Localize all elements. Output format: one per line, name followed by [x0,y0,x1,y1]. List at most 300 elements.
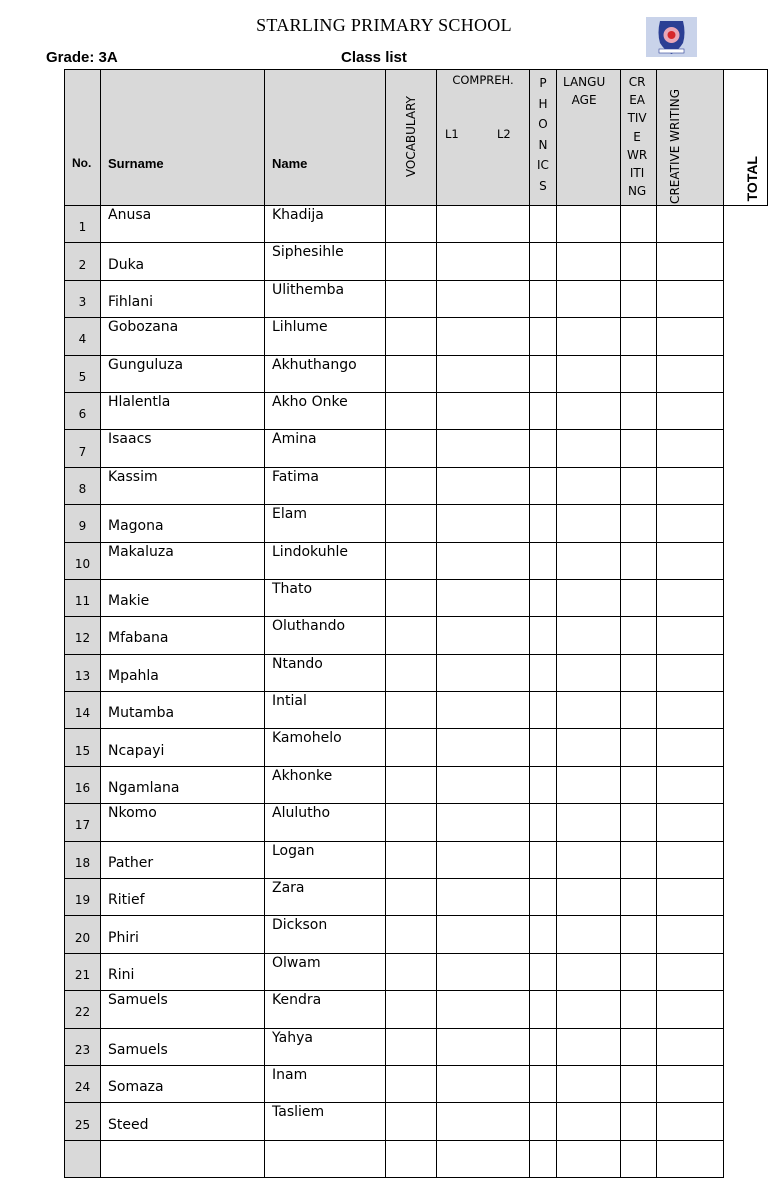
comprehension-cell[interactable] [437,1065,530,1102]
comprehension-cell[interactable] [437,430,530,467]
creative-cell[interactable] [621,392,657,429]
phonics-cell[interactable] [530,617,557,654]
vocabulary-cell[interactable] [386,579,437,616]
row-number: 9 [65,505,101,542]
language-cell[interactable] [557,505,621,542]
vocabulary-cell[interactable] [386,243,437,280]
phonics-cell[interactable] [530,766,557,803]
comprehension-cell[interactable] [437,841,530,878]
comprehension-cell[interactable] [437,766,530,803]
name-cell: Akhonke [265,766,386,803]
language-cell[interactable] [557,841,621,878]
language-cell[interactable] [557,729,621,766]
vocabulary-cell[interactable] [386,430,437,467]
row-number: 13 [65,654,101,691]
row-number: 23 [65,1028,101,1065]
creative-cell[interactable] [621,692,657,729]
row-number: 21 [65,953,101,990]
total-cell [724,729,768,766]
language-cell[interactable] [557,1103,621,1140]
total-cell [724,467,768,504]
language-cell[interactable] [557,392,621,429]
vocabulary-cell[interactable] [386,1103,437,1140]
surname-cell: Ritief [101,879,265,916]
creative-writing-cell[interactable] [657,991,724,1028]
total-cell [724,280,768,317]
vocabulary-cell[interactable] [386,953,437,990]
class-list-table [64,69,768,1178]
comprehension-cell[interactable] [437,579,530,616]
surname-cell: Steed [101,1103,265,1140]
creative-cell[interactable] [621,542,657,579]
surname-cell: Ngamlana [101,766,265,803]
table-row [65,1103,768,1140]
col-header-no: No. [65,70,101,206]
creative-writing-cell[interactable] [657,1140,724,1177]
phonics-cell[interactable] [530,579,557,616]
surname-cell: Pather [101,841,265,878]
school-name: STARLING PRIMARY SCHOOL [256,15,512,35]
creative-writing-cell[interactable] [657,467,724,504]
vocabulary-cell[interactable] [386,1065,437,1102]
grade-label: Grade: 3A [46,49,118,66]
creative-cell[interactable] [621,804,657,841]
table-row [65,542,768,579]
creative-writing-cell[interactable] [657,692,724,729]
table-row [65,841,768,878]
name-cell [265,1140,386,1177]
total-cell [724,1140,768,1177]
phonics-cell[interactable] [530,355,557,392]
comprehension-cell[interactable] [437,916,530,953]
name-cell: Intial [265,692,386,729]
comprehension-cell[interactable] [437,392,530,429]
surname-cell: Rini [101,953,265,990]
surname-cell: Somaza [101,1065,265,1102]
vocabulary-cell[interactable] [386,766,437,803]
row-number: 22 [65,991,101,1028]
total-cell [724,579,768,616]
vocabulary-cell[interactable] [386,392,437,429]
vocabulary-cell[interactable] [386,654,437,691]
col-header-surname: Surname [101,70,265,206]
surname-cell [101,1140,265,1177]
total-cell [724,879,768,916]
vocabulary-cell[interactable] [386,505,437,542]
total-cell [724,243,768,280]
table-row [65,916,768,953]
row-number: 24 [65,1065,101,1102]
vocabulary-cell[interactable] [386,280,437,317]
name-cell: Yahya [265,1028,386,1065]
comprehension-cell[interactable] [437,467,530,504]
comprehension-cell[interactable] [437,542,530,579]
vocabulary-cell[interactable] [386,1140,437,1177]
comprehension-cell[interactable] [437,355,530,392]
total-cell [724,206,768,243]
creative-writing-cell[interactable] [657,617,724,654]
total-cell [724,430,768,467]
creative-writing-cell[interactable] [657,916,724,953]
comprehension-cell[interactable] [437,879,530,916]
creative-writing-cell[interactable] [657,1065,724,1102]
phonics-cell[interactable] [530,206,557,243]
name-cell: Thato [265,579,386,616]
phonics-cell[interactable] [530,654,557,691]
comprehension-cell[interactable] [437,1140,530,1177]
surname-cell: Mutamba [101,692,265,729]
table-row [65,318,768,355]
row-number: 7 [65,430,101,467]
name-cell: Ulithemba [265,280,386,317]
vocabulary-cell[interactable] [386,206,437,243]
total-cell [724,1103,768,1140]
vocabulary-cell[interactable] [386,318,437,355]
comprehension-cell[interactable] [437,729,530,766]
surname-cell: Fihlani [101,280,265,317]
table-row [65,430,768,467]
name-cell: Kamohelo [265,729,386,766]
total-cell [724,766,768,803]
table-row [65,579,768,616]
phonics-cell[interactable] [530,243,557,280]
language-cell[interactable] [557,953,621,990]
vocabulary-cell[interactable] [386,1028,437,1065]
vocabulary-cell[interactable] [386,991,437,1028]
total-cell [724,991,768,1028]
table-row [65,766,768,803]
creative-cell[interactable] [621,1140,657,1177]
language-cell[interactable] [557,1028,621,1065]
col-header-creative-short: CR EA TIV E WR ITI NG [621,70,657,206]
surname-cell: Gobozana [101,318,265,355]
surname-cell: Makie [101,579,265,616]
creative-cell[interactable] [621,1065,657,1102]
vocabulary-cell[interactable] [386,617,437,654]
creative-cell[interactable] [621,953,657,990]
language-cell[interactable] [557,430,621,467]
language-cell[interactable] [557,879,621,916]
col-header-language: LANGU AGE [557,70,621,206]
phonics-cell[interactable] [530,841,557,878]
name-cell: Oluthando [265,617,386,654]
row-number: 16 [65,766,101,803]
row-number: 5 [65,355,101,392]
comprehension-cell[interactable] [437,1103,530,1140]
creative-cell[interactable] [621,991,657,1028]
creative-cell[interactable] [621,766,657,803]
surname-cell: Anusa [101,206,265,243]
comprehension-cell[interactable] [437,617,530,654]
row-number: 3 [65,280,101,317]
creative-writing-cell[interactable] [657,729,724,766]
surname-cell: Hlalentla [101,392,265,429]
creative-cell[interactable] [621,280,657,317]
table-row [65,1065,768,1102]
phonics-cell[interactable] [530,1103,557,1140]
row-number: 19 [65,879,101,916]
phonics-cell[interactable] [530,505,557,542]
language-cell[interactable] [557,355,621,392]
table-row [65,505,768,542]
creative-writing-cell[interactable] [657,206,724,243]
col-header-creative-writing: CREATIVE WRITING [657,70,724,206]
total-cell [724,692,768,729]
creative-cell[interactable] [621,729,657,766]
comprehension-cell[interactable] [437,243,530,280]
total-cell [724,654,768,691]
school-crest-logo [646,17,697,57]
total-cell [724,542,768,579]
total-cell [724,1028,768,1065]
total-cell [724,318,768,355]
phonics-cell[interactable] [530,392,557,429]
creative-writing-cell[interactable] [657,280,724,317]
name-cell: Akho Onke [265,392,386,429]
phonics-cell[interactable] [530,692,557,729]
name-cell: Lihlume [265,318,386,355]
comprehension-cell[interactable] [437,1028,530,1065]
name-cell: Inam [265,1065,386,1102]
row-number: 12 [65,617,101,654]
table-row-empty [65,1140,768,1177]
comprehension-cell[interactable] [437,280,530,317]
table-row [65,355,768,392]
phonics-cell[interactable] [530,1065,557,1102]
vocabulary-cell[interactable] [386,729,437,766]
row-number: 11 [65,579,101,616]
surname-cell: Makaluza [101,542,265,579]
surname-cell: Isaacs [101,430,265,467]
language-cell[interactable] [557,243,621,280]
total-cell [724,355,768,392]
col-header-comprehension: COMPREH. L1 L2 [437,70,530,206]
row-number [65,1140,101,1177]
phonics-cell[interactable] [530,953,557,990]
language-cell[interactable] [557,1140,621,1177]
creative-writing-cell[interactable] [657,1028,724,1065]
total-cell [724,505,768,542]
table-row [65,953,768,990]
phonics-cell[interactable] [530,1028,557,1065]
creative-cell[interactable] [621,879,657,916]
creative-writing-cell[interactable] [657,430,724,467]
row-number: 2 [65,243,101,280]
table-row [65,1028,768,1065]
creative-writing-cell[interactable] [657,542,724,579]
language-cell[interactable] [557,318,621,355]
comprehension-cell[interactable] [437,505,530,542]
creative-writing-cell[interactable] [657,318,724,355]
name-cell: Ntando [265,654,386,691]
name-cell: Lindokuhle [265,542,386,579]
language-cell[interactable] [557,467,621,504]
language-cell[interactable] [557,542,621,579]
total-cell [724,841,768,878]
phonics-cell[interactable] [530,804,557,841]
phonics-cell[interactable] [530,542,557,579]
name-cell: Olwam [265,953,386,990]
comprehension-cell[interactable] [437,692,530,729]
row-number: 10 [65,542,101,579]
row-number: 1 [65,206,101,243]
creative-cell[interactable] [621,1028,657,1065]
surname-cell: Mpahla [101,654,265,691]
creative-writing-cell[interactable] [657,879,724,916]
comprehension-cell[interactable] [437,318,530,355]
comprehension-cell[interactable] [437,804,530,841]
col-header-total: TOTAL [724,70,768,206]
surname-cell: Mfabana [101,617,265,654]
comprehension-cell[interactable] [437,206,530,243]
name-cell: Dickson [265,916,386,953]
surname-cell: Phiri [101,916,265,953]
total-cell [724,953,768,990]
total-cell [724,804,768,841]
surname-cell: Nkomo [101,804,265,841]
creative-cell[interactable] [621,206,657,243]
language-cell[interactable] [557,206,621,243]
table-row [65,206,768,243]
phonics-cell[interactable] [530,991,557,1028]
name-cell: Amina [265,430,386,467]
creative-writing-cell[interactable] [657,505,724,542]
creative-writing-cell[interactable] [657,953,724,990]
creative-cell[interactable] [621,430,657,467]
creative-cell[interactable] [621,841,657,878]
language-cell[interactable] [557,916,621,953]
surname-cell: Duka [101,243,265,280]
surname-cell: Samuels [101,1028,265,1065]
creative-writing-cell[interactable] [657,804,724,841]
creative-writing-cell[interactable] [657,1103,724,1140]
surname-cell: Ncapayi [101,729,265,766]
name-cell: Fatima [265,467,386,504]
name-cell: Akhuthango [265,355,386,392]
name-cell: Khadija [265,206,386,243]
name-cell: Elam [265,505,386,542]
phonics-cell[interactable] [530,916,557,953]
name-cell: Alulutho [265,804,386,841]
comprehension-cell[interactable] [437,991,530,1028]
vocabulary-cell[interactable] [386,916,437,953]
creative-writing-cell[interactable] [657,766,724,803]
creative-cell[interactable] [621,355,657,392]
table-row [65,654,768,691]
creative-cell[interactable] [621,617,657,654]
creative-cell[interactable] [621,243,657,280]
col-header-phonics: P H O N IC S [530,70,557,206]
table-row [65,467,768,504]
col-header-name: Name [265,70,386,206]
row-number: 18 [65,841,101,878]
creative-writing-cell[interactable] [657,243,724,280]
language-cell[interactable] [557,579,621,616]
row-number: 6 [65,392,101,429]
creative-writing-cell[interactable] [657,579,724,616]
comprehension-cell[interactable] [437,953,530,990]
creative-cell[interactable] [621,1103,657,1140]
vocabulary-cell[interactable] [386,804,437,841]
surname-cell: Gunguluza [101,355,265,392]
table-row [65,729,768,766]
language-cell[interactable] [557,1065,621,1102]
phonics-cell[interactable] [530,318,557,355]
phonics-cell[interactable] [530,430,557,467]
creative-cell[interactable] [621,467,657,504]
total-cell [724,1065,768,1102]
name-cell: Tasliem [265,1103,386,1140]
comprehension-cell[interactable] [437,654,530,691]
surname-cell: Kassim [101,467,265,504]
name-cell: Siphesihle [265,243,386,280]
table-row [65,804,768,841]
language-cell[interactable] [557,617,621,654]
creative-writing-cell[interactable] [657,392,724,429]
total-cell [724,916,768,953]
row-number: 8 [65,467,101,504]
name-cell: Logan [265,841,386,878]
name-cell: Zara [265,879,386,916]
creative-writing-cell[interactable] [657,654,724,691]
table-row [65,243,768,280]
total-cell [724,392,768,429]
phonics-cell[interactable] [530,280,557,317]
phonics-cell[interactable] [530,467,557,504]
creative-cell[interactable] [621,505,657,542]
phonics-cell[interactable] [530,879,557,916]
table-row [65,280,768,317]
total-cell [724,617,768,654]
row-number: 25 [65,1103,101,1140]
language-cell[interactable] [557,804,621,841]
creative-cell[interactable] [621,318,657,355]
row-number: 17 [65,804,101,841]
phonics-cell[interactable] [530,1140,557,1177]
row-number: 14 [65,692,101,729]
table-row [65,392,768,429]
row-number: 20 [65,916,101,953]
table-row [65,692,768,729]
row-number: 15 [65,729,101,766]
vocabulary-cell[interactable] [386,467,437,504]
language-cell[interactable] [557,280,621,317]
language-cell[interactable] [557,991,621,1028]
surname-cell: Magona [101,505,265,542]
table-row [65,617,768,654]
language-cell[interactable] [557,692,621,729]
creative-cell[interactable] [621,916,657,953]
vocabulary-cell[interactable] [386,879,437,916]
col-header-vocabulary: VOCABULARY [386,70,437,206]
creative-writing-cell[interactable] [657,355,724,392]
class-list-title: Class list [341,49,407,66]
creative-writing-cell[interactable] [657,841,724,878]
creative-cell[interactable] [621,579,657,616]
table-row [65,879,768,916]
language-cell[interactable] [557,766,621,803]
row-number: 4 [65,318,101,355]
language-cell[interactable] [557,654,621,691]
table-row [65,991,768,1028]
phonics-cell[interactable] [530,729,557,766]
vocabulary-cell[interactable] [386,841,437,878]
vocabulary-cell[interactable] [386,542,437,579]
creative-cell[interactable] [621,654,657,691]
vocabulary-cell[interactable] [386,355,437,392]
surname-cell: Samuels [101,991,265,1028]
vocabulary-cell[interactable] [386,692,437,729]
